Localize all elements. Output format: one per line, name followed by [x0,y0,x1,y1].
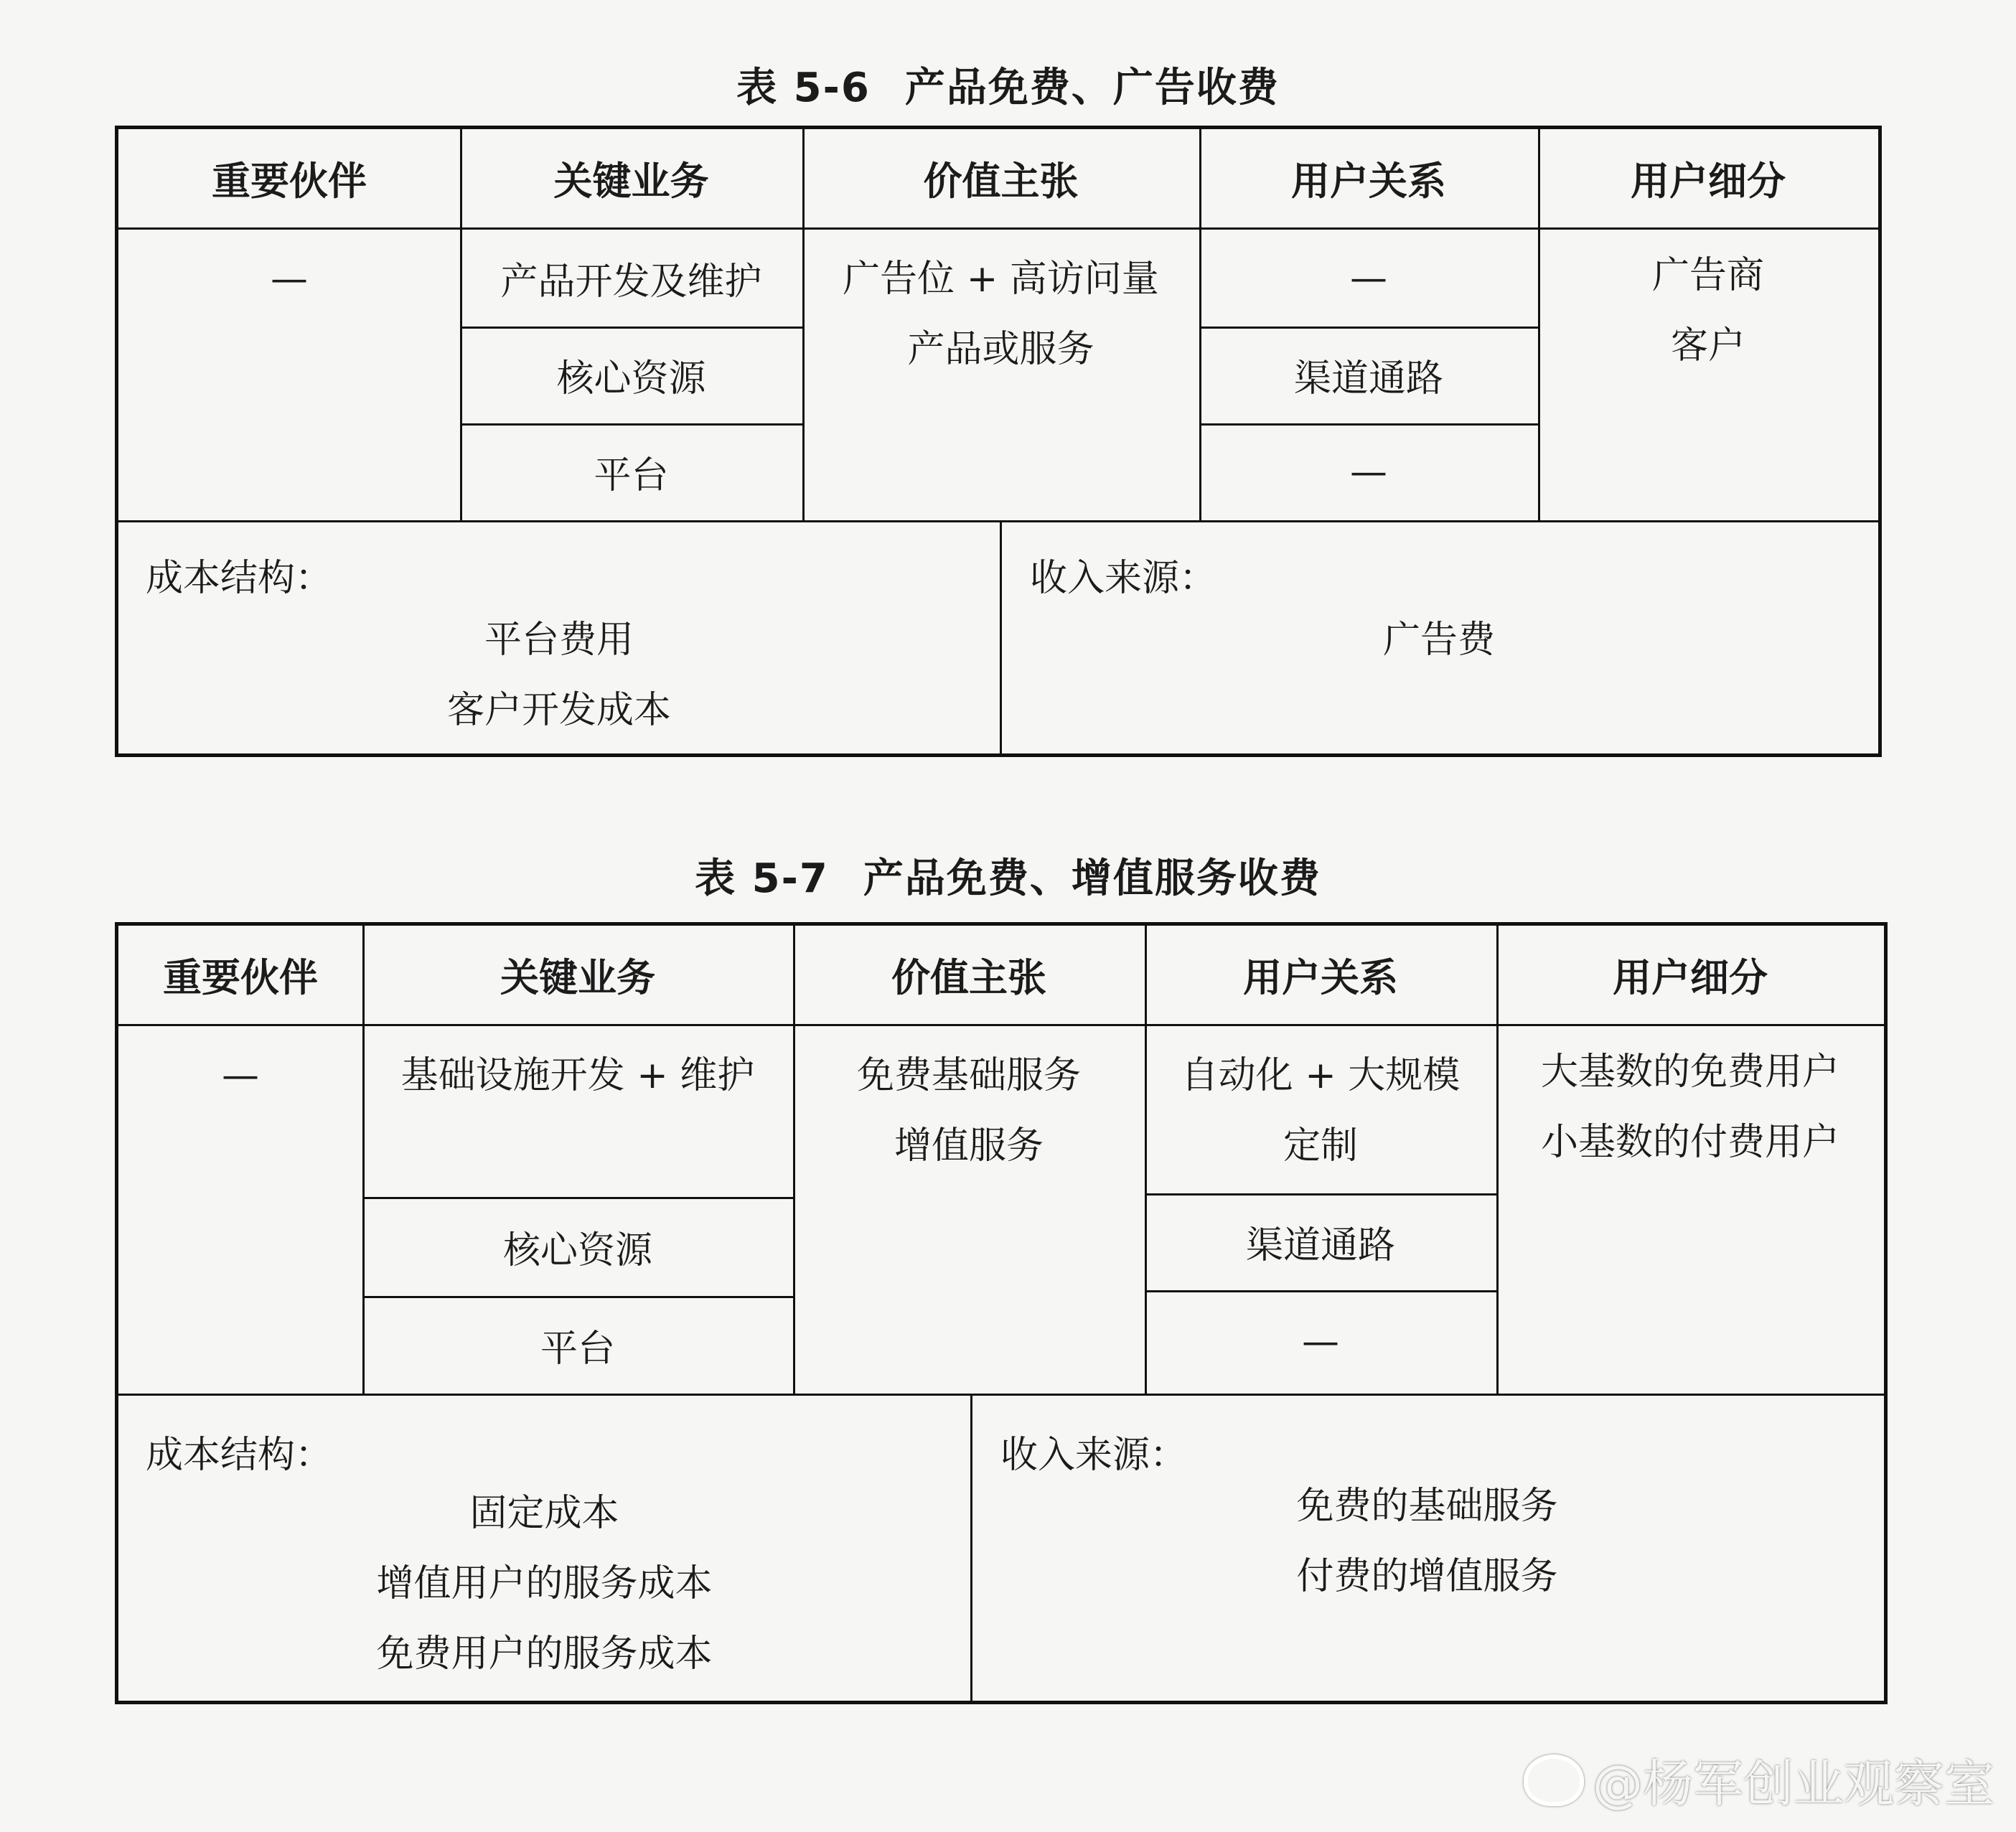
revenue-item: 广告费 [1382,619,1495,662]
header-key-activities: 关键业务 [362,926,793,1026]
segment-item: 客户 [1670,324,1745,367]
header-key-activities: 关键业务 [460,129,802,230]
cost-structure [118,1394,972,1701]
col-key-activities [460,129,805,522]
segment-item: 大基数的免费用户 [1540,1051,1839,1094]
cost-item: 免费用户的服务成本 [376,1633,713,1676]
table-title [0,847,2016,904]
key-resources-label: 核心资源 [460,327,802,426]
table-title [0,56,2016,113]
header-relationships: 用户关系 [1199,129,1538,230]
value-prop-item: 产品或服务 [907,328,1094,371]
header-value-props: 价值主张 [802,129,1199,230]
cost-structure [118,520,1002,753]
relationships-area [1145,1026,1496,1196]
revenue-streams-label: 收入来源： [1030,557,1217,600]
header-partners: 重要伙伴 [118,926,362,1026]
col-segments [1496,926,1884,1396]
weibo-icon [1524,1755,1584,1806]
channel-item: — [1350,450,1387,494]
cost-item: 客户开发成本 [446,689,671,732]
revenue-streams [970,1394,1884,1701]
table-caption: 产品免费、增值服务收费 [863,855,1321,902]
cost-item: 增值用户的服务成本 [376,1562,713,1605]
value-prop-item: 增值服务 [894,1124,1044,1168]
col-partners [118,129,462,522]
table-number: 表 5-7 [695,855,829,902]
cost-item: 平台费用 [484,619,634,662]
header-segments: 用户细分 [1496,926,1884,1026]
key-activities-area [362,1026,793,1199]
header-relationships: 用户关系 [1145,926,1496,1026]
col-partners [118,926,365,1396]
revenue-streams [1000,520,1878,753]
revenue-streams-label: 收入来源： [1000,1434,1188,1477]
value-prop-item: 广告位 + 高访问量 [843,258,1159,301]
cost-item: 固定成本 [469,1492,619,1535]
watermark [1524,1744,1994,1816]
segment-item: 小基数的付费用户 [1540,1121,1839,1164]
relationship-item: 定制 [1283,1124,1358,1168]
watermark-text: @杨军创业观察室 [1593,1755,1994,1813]
col-key-activities [362,926,795,1396]
cost-structure-label: 成本结构： [146,1434,333,1477]
header-partners: 重要伙伴 [118,129,460,230]
segment-item: 广告商 [1651,254,1764,297]
revenue-item: 免费的基础服务 [1296,1485,1558,1528]
revenue-item: 付费的增值服务 [1296,1555,1558,1598]
col-relationships [1145,926,1499,1396]
col-relationships [1199,129,1540,522]
channel-item: — [1302,1320,1339,1363]
col-segments [1538,129,1878,522]
key-resource-item: 平台 [540,1327,615,1371]
key-activity-item: 基础设施开发 + 维护 [400,1054,755,1097]
key-resource-item: 平台 [594,454,669,497]
partners-value: — [271,258,308,301]
channels-label: 渠道通路 [1145,1193,1496,1292]
relationship-item: — [1199,230,1538,329]
key-activity-item: 产品开发及维护 [460,230,802,329]
col-value-props [802,129,1201,522]
channels-label: 渠道通路 [1199,327,1538,426]
header-value-props: 价值主张 [793,926,1145,1026]
business-model-table [115,126,1882,757]
key-resources-label: 核心资源 [362,1197,793,1298]
table-caption: 产品免费、广告收费 [904,65,1280,111]
table-number: 表 5-6 [736,65,871,111]
value-prop-item: 免费基础服务 [856,1054,1081,1097]
business-model-table [115,922,1888,1704]
partners-value: — [222,1054,259,1097]
cost-structure-label: 成本结构： [146,557,333,600]
header-segments: 用户细分 [1538,129,1878,230]
col-value-props [793,926,1147,1396]
relationship-item: 自动化 + 大规模 [1181,1054,1461,1097]
